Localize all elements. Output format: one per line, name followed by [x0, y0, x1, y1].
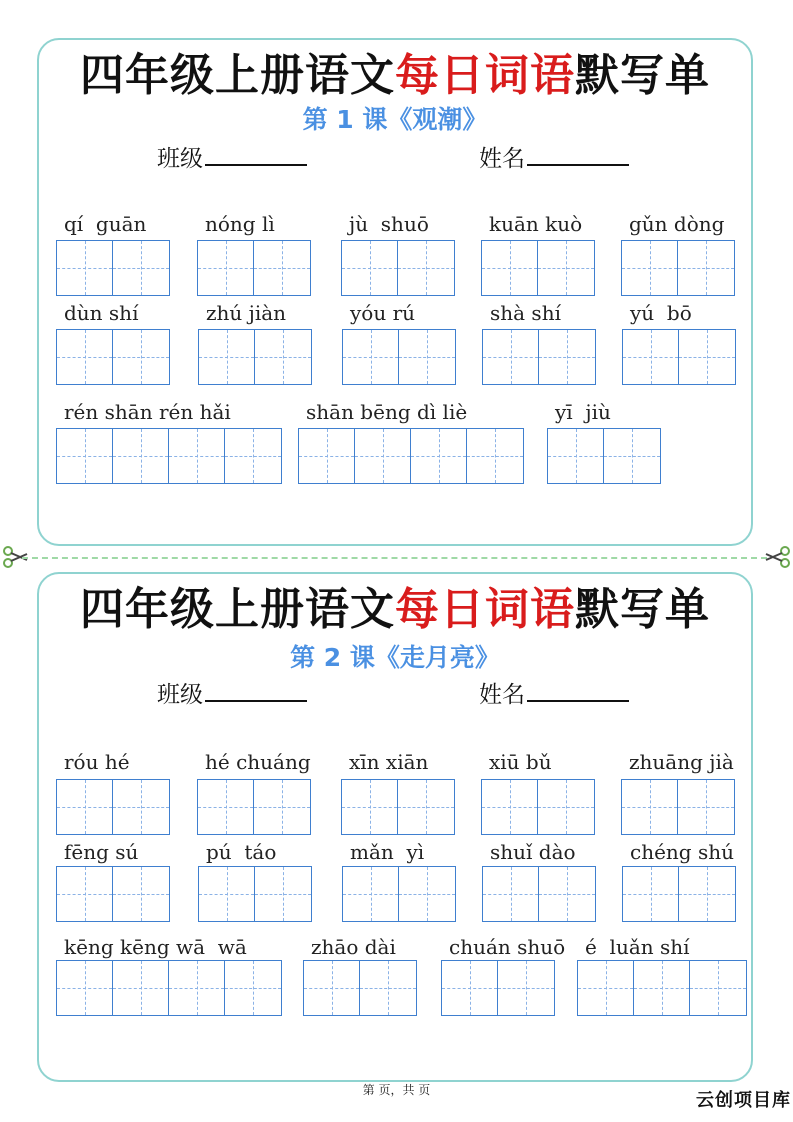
tianzige-writing-grid[interactable]: [577, 960, 747, 1016]
tianzige-writing-grid[interactable]: [621, 779, 735, 835]
word-pinyin: shān bēng dì liè: [306, 400, 468, 424]
worksheet-card-1: [37, 38, 753, 546]
writing-cell[interactable]: [57, 780, 113, 834]
tianzige-writing-grid[interactable]: [56, 329, 170, 385]
title-part-grade: 四年级上册语文: [80, 50, 395, 101]
writing-cell[interactable]: [399, 330, 455, 384]
tianzige-writing-grid[interactable]: [198, 329, 312, 385]
page-footer: 第 页，共 页: [362, 1083, 431, 1097]
writing-cell[interactable]: [623, 867, 679, 921]
tianzige-writing-grid[interactable]: [56, 779, 170, 835]
tianzige-writing-grid[interactable]: [56, 428, 282, 484]
word-pinyin: pú táo: [206, 840, 277, 864]
tianzige-writing-grid[interactable]: [621, 240, 735, 296]
tianzige-writing-grid[interactable]: [197, 240, 311, 296]
worksheet-card-2: [37, 572, 753, 1082]
tianzige-writing-grid[interactable]: [341, 779, 455, 835]
tianzige-writing-grid[interactable]: [622, 866, 736, 922]
writing-cell[interactable]: [198, 780, 254, 834]
writing-cell[interactable]: [679, 867, 735, 921]
writing-cell[interactable]: [198, 241, 254, 295]
tianzige-writing-grid[interactable]: [298, 428, 524, 484]
writing-cell[interactable]: [398, 241, 454, 295]
writing-cell[interactable]: [225, 429, 281, 483]
name-blank-line[interactable]: [527, 142, 629, 166]
tianzige-writing-grid[interactable]: [198, 866, 312, 922]
word-pinyin: xiū bǔ: [489, 750, 552, 774]
tianzige-writing-grid[interactable]: [56, 960, 282, 1016]
writing-cell[interactable]: [690, 961, 746, 1015]
writing-cell[interactable]: [622, 780, 678, 834]
writing-cell[interactable]: [483, 867, 539, 921]
writing-cell[interactable]: [623, 330, 679, 384]
word-pinyin: jù shuō: [349, 212, 429, 236]
writing-cell[interactable]: [169, 961, 225, 1015]
writing-cell[interactable]: [622, 241, 678, 295]
writing-cell[interactable]: [254, 241, 310, 295]
writing-cell[interactable]: [604, 429, 660, 483]
writing-cell[interactable]: [539, 867, 595, 921]
writing-cell[interactable]: [57, 961, 113, 1015]
writing-cell[interactable]: [548, 429, 604, 483]
name-field[interactable]: [479, 142, 629, 174]
tianzige-writing-grid[interactable]: [622, 329, 736, 385]
word-pinyin: rén shān rén hǎi: [64, 400, 231, 424]
word-pinyin: yóu rú: [350, 301, 416, 325]
writing-cell[interactable]: [255, 867, 311, 921]
word-pinyin: chuán shuō: [449, 935, 566, 959]
writing-cell[interactable]: [57, 429, 113, 483]
writing-cell[interactable]: [399, 867, 455, 921]
title-part-daily-words: 每日词语: [395, 584, 575, 635]
word-pinyin: mǎn yì: [350, 840, 425, 864]
writing-cell[interactable]: [57, 241, 113, 295]
class-label: 班级: [157, 146, 203, 172]
tianzige-writing-grid[interactable]: [547, 428, 661, 484]
worksheet-title: [39, 46, 751, 106]
word-pinyin: róu hé: [64, 750, 130, 774]
brand-watermark: 云创项目库: [696, 1090, 791, 1111]
word-pinyin: gǔn dòng: [629, 212, 725, 236]
writing-cell[interactable]: [113, 867, 169, 921]
title-part-dictation: 默写单: [575, 584, 710, 635]
tianzige-writing-grid[interactable]: [481, 779, 595, 835]
writing-cell[interactable]: [343, 330, 399, 384]
title-part-daily-words: 每日词语: [395, 50, 575, 101]
writing-cell[interactable]: [199, 330, 255, 384]
writing-cell[interactable]: [342, 780, 398, 834]
title-part-dictation: 默写单: [575, 50, 710, 101]
writing-cell[interactable]: [360, 961, 416, 1015]
name-blank-line[interactable]: [527, 678, 629, 702]
writing-cell[interactable]: [343, 867, 399, 921]
tianzige-writing-grid[interactable]: [56, 866, 170, 922]
lesson-title: 第 1 课《观潮》: [302, 105, 488, 134]
title-part-grade: 四年级上册语文: [80, 584, 395, 635]
writing-cell[interactable]: [199, 867, 255, 921]
word-pinyin: dùn shí: [64, 301, 139, 325]
writing-cell[interactable]: [113, 780, 169, 834]
writing-cell[interactable]: [113, 330, 169, 384]
writing-cell[interactable]: [538, 241, 594, 295]
writing-cell[interactable]: [442, 961, 498, 1015]
writing-cell[interactable]: [578, 961, 634, 1015]
word-pinyin: shà shí: [490, 301, 561, 325]
tianzige-writing-grid[interactable]: [482, 866, 596, 922]
writing-cell[interactable]: [411, 429, 467, 483]
writing-cell[interactable]: [255, 330, 311, 384]
writing-cell[interactable]: [225, 961, 281, 1015]
word-pinyin: yī jiù: [555, 400, 611, 424]
writing-cell[interactable]: [679, 330, 735, 384]
word-pinyin: xīn xiān: [349, 750, 429, 774]
word-pinyin: shuǐ dào: [490, 840, 576, 864]
writing-cell[interactable]: [169, 429, 225, 483]
writing-cell[interactable]: [304, 961, 360, 1015]
tianzige-writing-grid[interactable]: [342, 329, 456, 385]
writing-cell[interactable]: [483, 330, 539, 384]
tianzige-writing-grid[interactable]: [342, 866, 456, 922]
word-pinyin: nóng lì: [205, 212, 275, 236]
word-pinyin: é luǎn shí: [585, 935, 690, 959]
writing-cell[interactable]: [342, 241, 398, 295]
tianzige-writing-grid[interactable]: [482, 329, 596, 385]
word-pinyin: hé chuáng: [205, 750, 311, 774]
lesson-title: 第 2 课《走月亮》: [290, 643, 500, 672]
word-pinyin: chéng shú: [630, 840, 734, 864]
tianzige-writing-grid[interactable]: [303, 960, 417, 1016]
word-pinyin: zhāo dài: [311, 935, 396, 959]
word-pinyin: kuān kuò: [489, 212, 583, 236]
word-pinyin: yú bō: [630, 301, 692, 325]
class-blank-line[interactable]: [205, 142, 307, 166]
writing-cell[interactable]: [678, 780, 734, 834]
writing-cell[interactable]: [498, 961, 554, 1015]
class-blank-line[interactable]: [205, 678, 307, 702]
class-label: 班级: [157, 682, 203, 708]
writing-cell[interactable]: [678, 241, 734, 295]
writing-cell[interactable]: [113, 241, 169, 295]
word-pinyin: qí guān: [64, 212, 147, 236]
writing-cell[interactable]: [482, 780, 538, 834]
name-field[interactable]: [479, 678, 629, 710]
tianzige-writing-grid[interactable]: [441, 960, 555, 1016]
writing-cell[interactable]: [57, 867, 113, 921]
name-label: 姓名: [479, 682, 525, 708]
name-label: 姓名: [479, 146, 525, 172]
writing-cell[interactable]: [482, 241, 538, 295]
writing-cell[interactable]: [355, 429, 411, 483]
scissors-icon-right: [765, 545, 791, 569]
class-field[interactable]: [157, 142, 307, 174]
writing-cell[interactable]: [467, 429, 523, 483]
tianzige-writing-grid[interactable]: [341, 240, 455, 296]
worksheet-title: [39, 580, 751, 640]
writing-cell[interactable]: [254, 780, 310, 834]
writing-cell[interactable]: [299, 429, 355, 483]
word-pinyin: zhú jiàn: [206, 301, 287, 325]
writing-cell[interactable]: [57, 330, 113, 384]
tianzige-writing-grid[interactable]: [56, 240, 170, 296]
word-pinyin: zhuāng jià: [629, 750, 734, 774]
tianzige-writing-grid[interactable]: [197, 779, 311, 835]
writing-cell[interactable]: [113, 429, 169, 483]
writing-cell[interactable]: [539, 330, 595, 384]
class-field[interactable]: [157, 678, 307, 710]
cut-line: [22, 557, 767, 559]
writing-cell[interactable]: [398, 780, 454, 834]
writing-cell[interactable]: [113, 961, 169, 1015]
writing-cell[interactable]: [538, 780, 594, 834]
word-pinyin: fēng sú: [64, 840, 139, 864]
word-pinyin: kēng kēng wā wā: [64, 935, 247, 959]
tianzige-writing-grid[interactable]: [481, 240, 595, 296]
writing-cell[interactable]: [634, 961, 690, 1015]
